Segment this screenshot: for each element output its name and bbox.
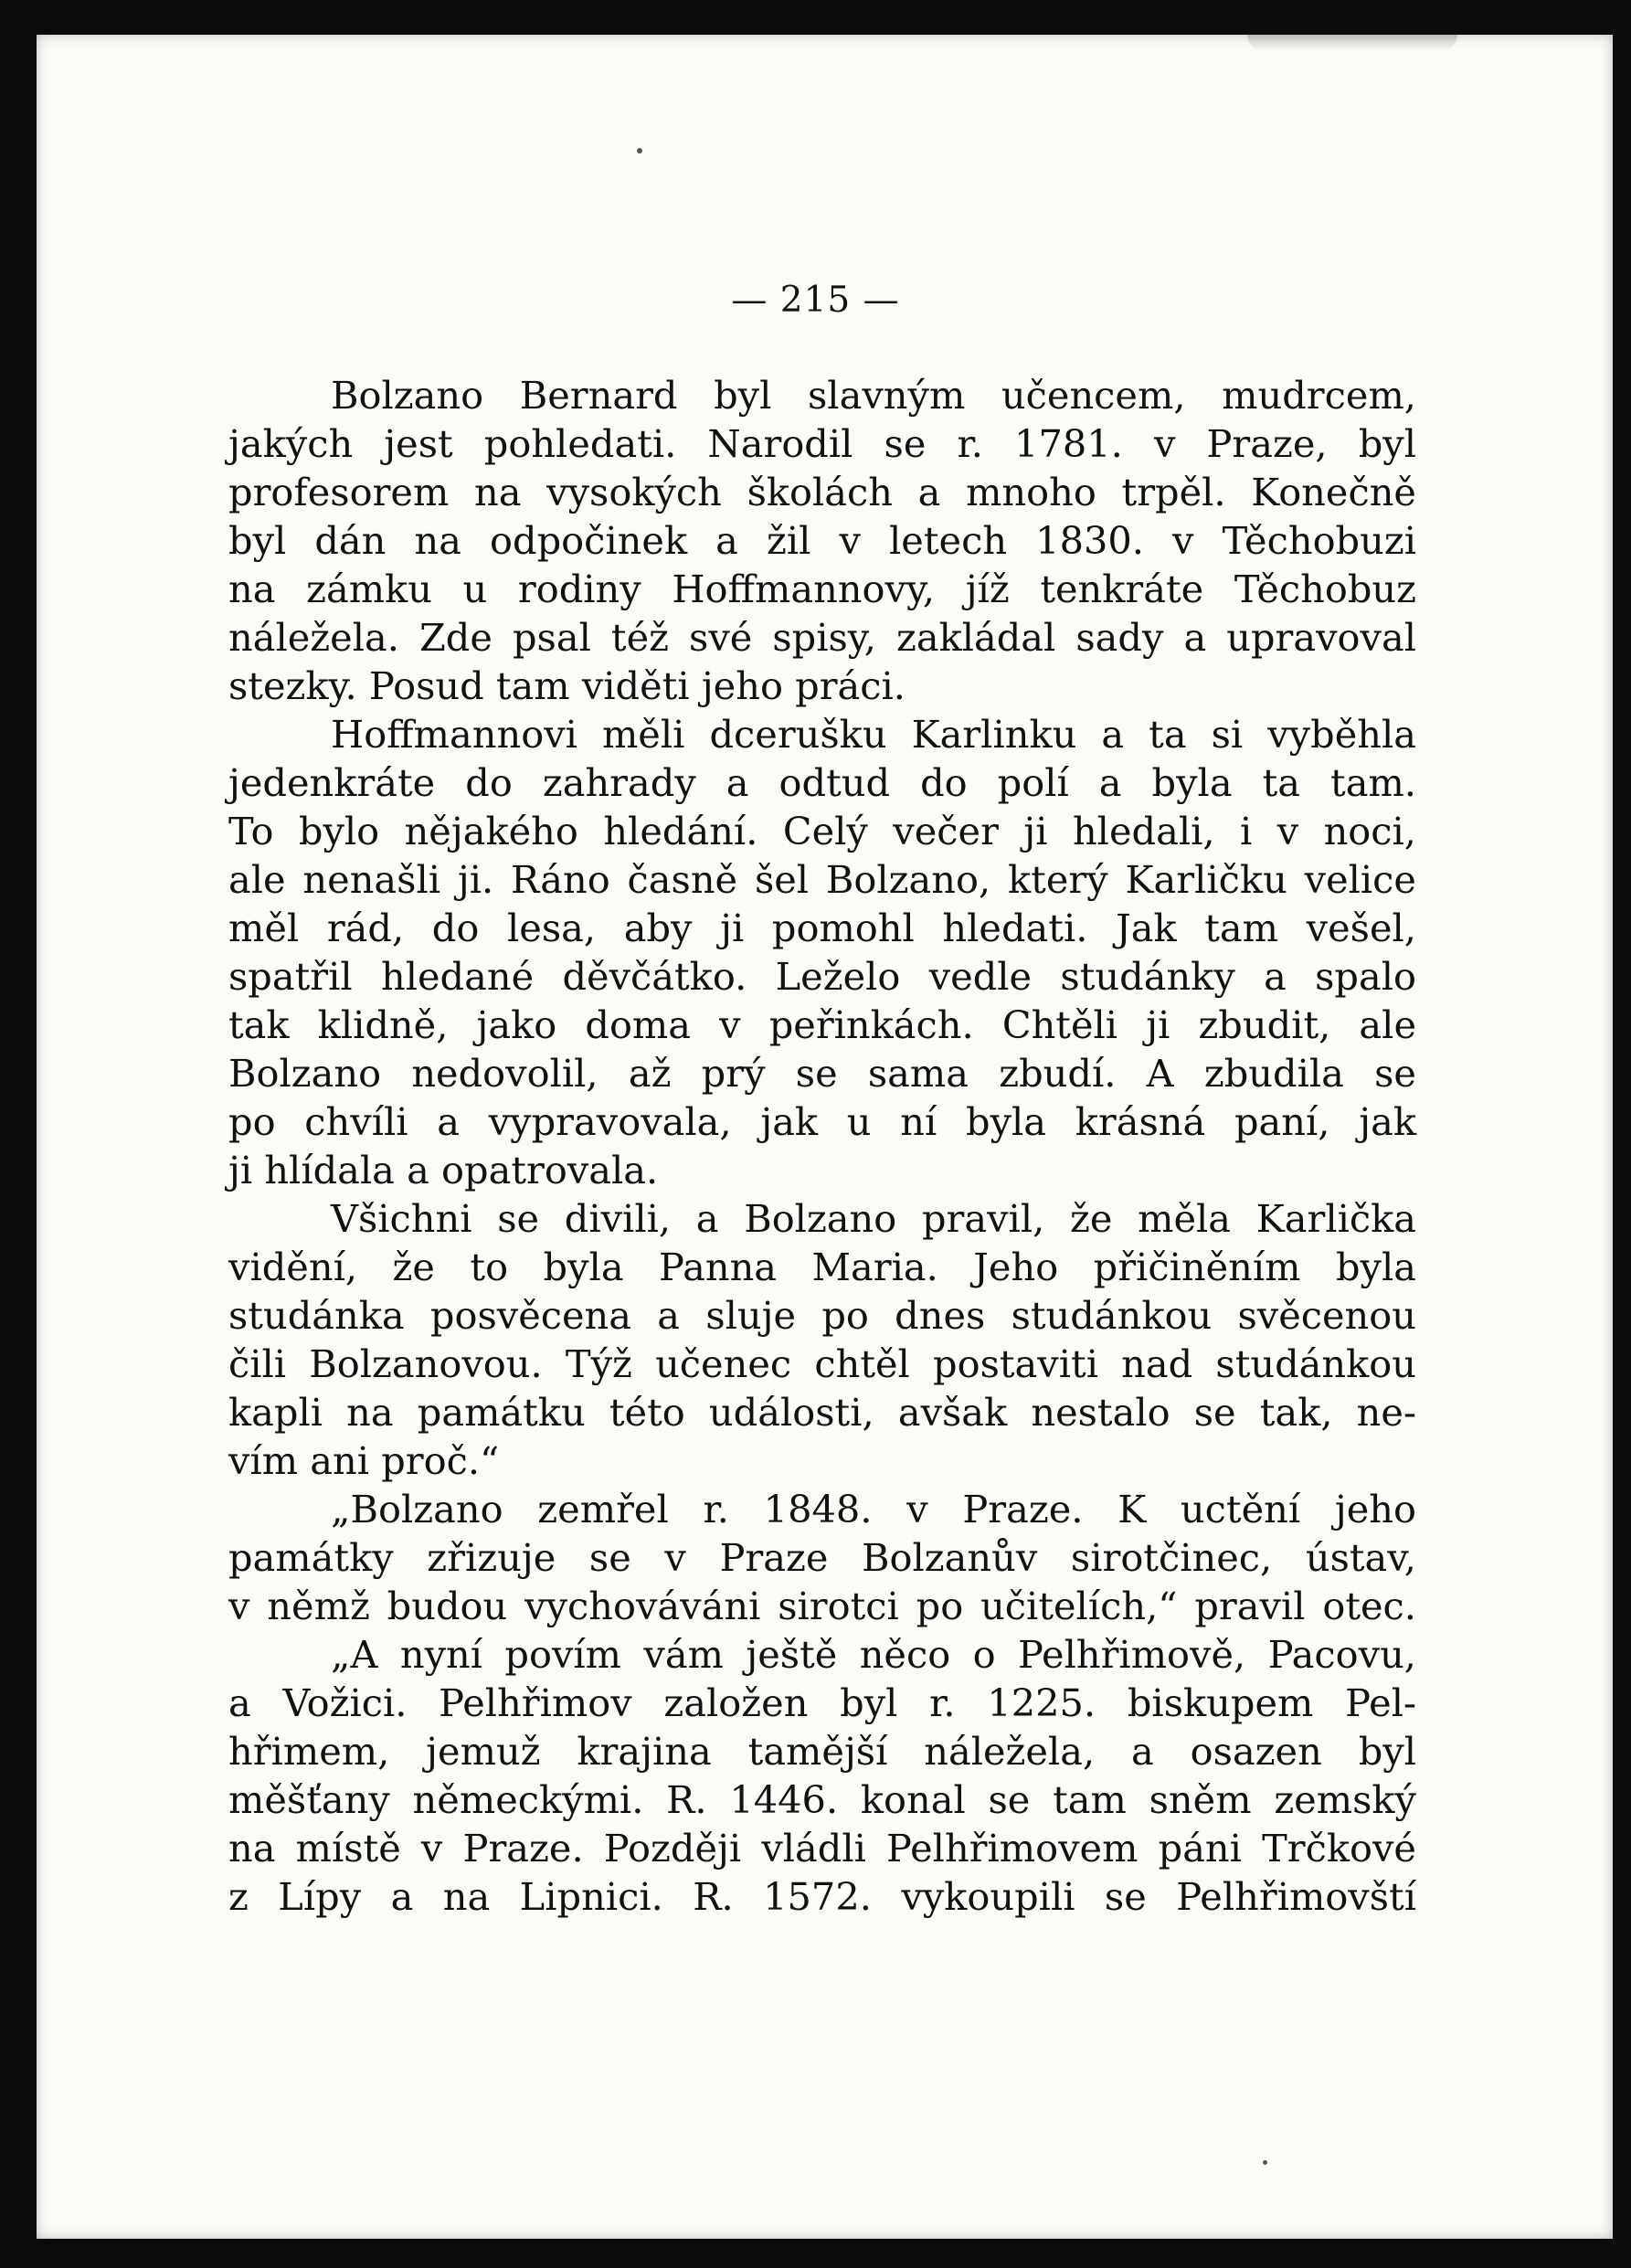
text-line: na místě v Praze. Později vládli Pelhřimovem páni Trčkové — [228, 1826, 1416, 1871]
text-line: spatřil hledané děvčátko. Leželo vedle studánky a spalo — [228, 954, 1416, 999]
text-line: Bolzano Bernard byl slavným učencem, mudrcem, — [331, 373, 1416, 418]
text-line: na zámku u rodiny Hoffmannovy, jíž tenkráte Těchobuz — [228, 567, 1416, 611]
text-line: z Lípy a na Lipnici. R. 1572. vykoupili se Pelhřimovští — [228, 1874, 1416, 1919]
text-line: po chvíli a vypravovala, jak u ní byla krásná paní, jak — [228, 1099, 1416, 1144]
text-line: vidění, že to byla Panna Maria. Jeho přičiněním byla — [228, 1245, 1416, 1289]
text-line: stezky. Posud tam viděti jeho práci. — [228, 663, 906, 708]
text-line: hřimem, jemuž krajina tamější náležela, a osazen byl — [228, 1729, 1416, 1774]
text-line: památky zřizuje se v Praze Bolzanův sirotčinec, ústav, — [228, 1535, 1416, 1580]
page-number: — 215 — — [731, 280, 900, 321]
text-line: studánka posvěcena a sluje po dnes studánkou svěcenou — [228, 1293, 1416, 1338]
text-line: čili Bolzanovou. Týž učenec chtěl postaviti nad studánkou — [228, 1341, 1416, 1386]
text-line: To bylo nějakého hledání. Celý večer ji hledali, i v noci, — [228, 809, 1416, 853]
text-line: kapli na památku této události, avšak nestalo se tak, ne- — [228, 1390, 1416, 1435]
page-body-text — [228, 371, 1416, 1921]
text-line: tak klidně, jako doma v peřinkách. Chtěli ji zbudit, ale — [228, 1002, 1416, 1047]
scan-border — [0, 0, 37, 2268]
text-line: jakých jest pohledati. Narodil se r. 1781. v Praze, byl — [228, 421, 1416, 466]
paper-speck — [1263, 2160, 1267, 2165]
text-line: byl dán na odpočinek a žil v letech 1830. v Těchobuzi — [228, 518, 1416, 563]
text-line: jedenkráte do zahrady a odtud do polí a byla ta tam. — [228, 760, 1416, 805]
text-line: Bolzano nedovolil, až prý se sama zbudí. A zbudila se — [228, 1051, 1416, 1096]
text-line: ale nenašli ji. Ráno časně šel Bolzano, který Karličku velice — [228, 857, 1416, 902]
text-line: náležela. Zde psal též své spisy, zakládal sady a upravoval — [228, 615, 1416, 660]
text-line: „A nyní povím vám ještě něco o Pelhřimově, Pacovu, — [331, 1632, 1416, 1677]
text-line: „Bolzano zemřel r. 1848. v Praze. K uctění jeho — [331, 1487, 1416, 1531]
text-line: Hoffmannovi měli dcerušku Karlinku a ta si vyběhla — [331, 712, 1416, 757]
text-line: a Vožici. Pelhřimov založen byl r. 1225. biskupem Pel- — [228, 1680, 1416, 1725]
text-line: vím ani proč.“ — [228, 1438, 500, 1483]
text-line: Všichni se divili, a Bolzano pravil, že měla Karlička — [331, 1196, 1416, 1241]
text-line: měšťany německými. R. 1446. konal se tam sněm zemský — [228, 1777, 1416, 1822]
text-line: profesorem na vysokých školách a mnoho trpěl. Konečně — [228, 470, 1416, 514]
paper-stain — [1247, 35, 1457, 51]
text-line: v němž budou vychováváni sirotci po učitelích,“ pravil otec. — [228, 1584, 1416, 1628]
text-line: měl rád, do lesa, aby ji pomohl hledati. Jak tam vešel, — [228, 906, 1416, 950]
paper-speck — [637, 148, 642, 154]
text-line: ji hlídala a opatrovala. — [228, 1148, 659, 1192]
